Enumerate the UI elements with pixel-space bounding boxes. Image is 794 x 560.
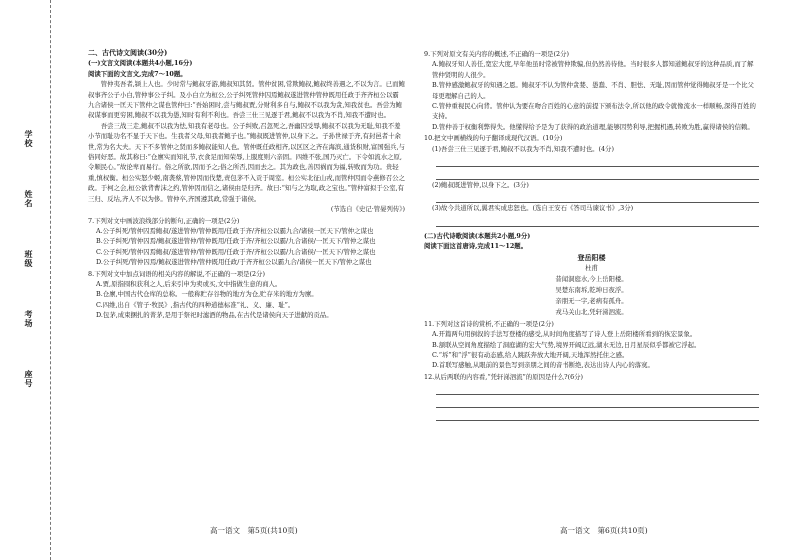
question-10 xyxy=(424,133,759,227)
passage-paragraph: 吾尝三战三走,鲍叔不以我为怯,知我有老母也。公子纠败,召忽死之,吾幽囚受辱,鲍叔不以我为无耻,知我不羞小节而耻功名不显于天下也。生我者父母,知我者鲍子也。”鲍叔既进管仲,以身下之。子孙世禄于齐,有封邑者十余世,常为名大夫。天下不多管仲之贤而多鲍叔能知人也。管仲既任政相齐,以区区之齐在海滨,通货积财,富国强兵,与俗同好恶。故其称曰:“仓廪实而知礼节,衣食足而知荣辱,上服度则六亲固。四维不张,国乃灭亡。下令如流水之原,令顺民心。”故论卑而易行。俗之所欲,因而予之;俗之所否,因而去之。其为政也,善因祸而为福,转败而为功。贵轻重,慎权衡。桓公实怒少姬,南袭蔡,管仲因而伐楚,责包茅不入贡于周室。桓公实北征山戎,而管仲因而令燕修召公之政。于柯之会,桓公欲背曹沫之约,管仲因而信之,诸侯由是归齐。故曰:“知与之为取,政之宝也。”管仲富拟于公室,有三归、反坫,齐人不以为侈。管仲卒,齐国遵其政,常强于诸侯。 xyxy=(88,121,405,203)
answer-line[interactable] xyxy=(436,382,759,395)
question-11 xyxy=(424,319,759,371)
poem-line: 戎马关山北,凭轩涕泗流。 xyxy=(555,307,628,316)
question-stem: 7.下列对文中画波浪线部分的断句,正确的一项是(2分) xyxy=(88,216,240,225)
poem-section-title: (二)古代诗歌阅读(本题共2小题,9分) xyxy=(424,231,531,240)
passage-paragraph: 管仲夷吾者,颍上人也。少时常与鲍叔牙游,鲍叔知其贤。管仲贫困,常欺鲍叔,鲍叔终善遇之,不以为言。已而鲍叔事齐公子小白,管仲事公子纠。及小白立为桓公,公子纠死管仲囚焉鲍叔遂进管仲管仲既用任政于齐齐桓公以霸九合诸侯一匡天下管仲之谋也管仲曰:“吾始困时,尝与鲍叔贾,分财利多自与,鲍叔不以我为贪,知我贫也。吾尝为鲍叔谋事而更穷困,鲍叔不以我为愚,知时有利不利也。吾尝三仕三见逐于君,鲍叔不以我为不肖,知我不遭时也。 xyxy=(88,80,405,120)
question-stem: 11.下列对这首诗的赏析,不正确的一项是(2分) xyxy=(424,319,554,328)
answer-line[interactable] xyxy=(436,408,759,421)
poem-instruction: 阅读下面这首唐诗,完成11～12题。 xyxy=(424,242,528,251)
option-c: C.四维,出自《管子·牧民》,指古代的四种道德标准“礼、义、廉、耻”。 xyxy=(96,300,295,309)
poem-line: 亲朋无一字,老病有孤舟。 xyxy=(555,296,628,305)
option-b: B.仓廪,中国古代仓库的总称。一般称贮存谷物的地方为仓,贮存米的地方为廪。 xyxy=(96,290,318,299)
option-b: B.颔联从空间角度描绘了洞庭湖的宏大气势,境界开阔辽远,湖水无边,日月星辰似乎都被它浮起。 xyxy=(432,340,701,349)
left-page-column xyxy=(88,48,405,321)
option-c: C.公子纠死/管仲囚焉鲍叔/遂进管仲/管仲既用/任政于齐/齐桓公以霸/九合诸侯/一匡天下/管仲之谋也 xyxy=(96,247,376,256)
question-7 xyxy=(88,216,405,268)
translation-item: (1)吾尝三仕三见逐于君,鲍叔不以我为不肖,知我不遭时也。(4分) xyxy=(432,144,614,153)
question-stem: 12.从后两联的内容看,“凭轩涕泗流”的原因是什么?(6分) xyxy=(424,372,584,381)
poem-author: 杜甫 xyxy=(585,263,598,272)
answer-line[interactable] xyxy=(436,395,759,408)
option-d: D.管仲善于权衡利弊得失。他懂得给予是为了获得的政治道理,能够因势利导,把握机遇,转败为胜,赢得诸侯的信赖。 xyxy=(432,122,754,131)
translation-item: (2)鲍叔既进管仲,以身下之。(3分) xyxy=(432,181,529,190)
option-b: B.管仲感激鲍叔牙的知遇之恩。鲍叔牙不认为管仲贪婪、愚蠢、不肖、胆怯、无耻,因而管仲觉得鲍叔牙是一个比父母更理解自己的人。 xyxy=(432,81,754,100)
option-a: A.贾,原指囤积获利之人,后来引申为卖或买,文中指做生意的商人。 xyxy=(96,279,282,288)
right-page-column xyxy=(424,48,759,421)
margin-label-class: 班级 xyxy=(24,250,34,268)
question-stem: 10.把文中画横线的句子翻译成现代汉语。(10分) xyxy=(424,134,563,143)
poem-title: 登岳阳楼 xyxy=(577,252,606,262)
binding-margin xyxy=(0,0,51,560)
margin-label-seat: 座号 xyxy=(24,370,34,388)
margin-label-school: 学校 xyxy=(24,130,34,148)
question-8 xyxy=(88,269,405,321)
option-d: D.包茅,成束捆扎的菁茅,是用于祭祀时滤酒的物品,在古代是诸侯向天子进献的贡品。 xyxy=(96,311,333,320)
question-stem: 9.下列对原文有关内容的概述,不正确的一项是(2分) xyxy=(424,50,569,58)
option-a: A.鲍叔牙知人善任,宽宏大度,早年他虽时常被管仲欺骗,但仍然善待他。当时很多人都知道鲍叔牙的这种品质,而了解管仲贤明的人很少。 xyxy=(432,60,754,79)
answer-line[interactable] xyxy=(436,154,759,167)
page-footer-left: 高一语文 第5页(共10页) xyxy=(210,526,298,535)
page-footer-right: 高一语文 第6页(共10页) xyxy=(560,526,648,535)
subsection-title: (一)文言文阅读(本题共4小题,16分) xyxy=(88,59,193,68)
option-c: C.管仲重视民心向背。管仲认为要在吻合百姓的心意的前提下颁布法令,所以他的政令就像流水一样顺畅,深得百姓的支持。 xyxy=(432,102,756,121)
option-d: D.公子纠死/管仲囚焉/鲍叔遂进管仲/管仲既用任政/于齐齐桓公以霸九合/诸侯一匡天下/管仲之谋也 xyxy=(96,258,372,267)
margin-label-name: 姓名 xyxy=(24,190,34,208)
margin-label-room: 考场 xyxy=(24,310,34,328)
poem-block xyxy=(424,252,759,318)
poem-line: 昔闻洞庭水,今上岳阳楼。 xyxy=(555,274,628,283)
option-d: D.首联写感触,从眼前的景色写到亲朋之间的音书断绝,表达出诗人内心的落寞。 xyxy=(432,361,654,370)
answer-line[interactable] xyxy=(436,214,759,227)
question-12 xyxy=(424,372,759,421)
option-a: A.公子纠死/管仲囚焉鲍叔/遂进管仲/管仲既用/任政于齐/齐桓公以霸九合/诸侯一匡天下/管仲之谋也 xyxy=(96,226,374,235)
answer-line[interactable] xyxy=(436,167,759,180)
reading-instruction: 阅读下面的文言文,完成7～10题。 xyxy=(88,69,187,78)
option-a: A.开篇两句用倒叙的手法写登楼的感受,从时间角度描写了诗人登上岳阳楼所看到的恢宏景象。 xyxy=(432,330,697,339)
option-c: C.“坼”和“浮”很有动态感,给人跳跃奔放大地开阔,天地浑然托住之感。 xyxy=(432,350,629,359)
answer-line[interactable] xyxy=(436,190,759,203)
poem-line: 吴楚东南坼,乾坤日夜浮。 xyxy=(555,285,628,294)
translation-item: (3)故今共道所以,翼君实成忠恕也。(选自王安石《答司马谏议书》,3分) xyxy=(432,204,634,213)
question-9 xyxy=(424,49,759,132)
question-stem: 8.下列对文中加点词语的相关内容的解说,不正确的一项是(2分) xyxy=(88,269,265,278)
passage-source: (节选自《史记·管晏列传》) xyxy=(330,205,405,214)
option-b: B.公子纠死/管仲囚焉/鲍叔遂进管仲/管仲既用/任政于齐/齐桓公以霸/九合诸侯/一匡天下/管仲之谋也 xyxy=(96,237,376,246)
section-title: 二、古代诗文阅读(30分) xyxy=(88,48,168,57)
